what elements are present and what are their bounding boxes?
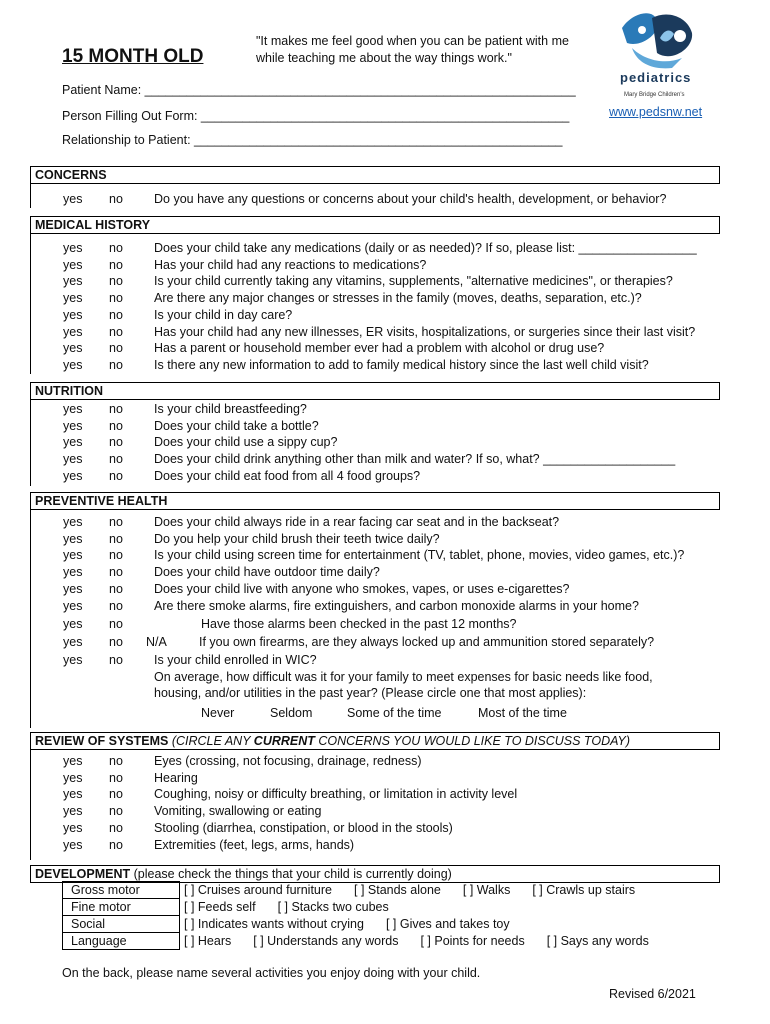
no-option[interactable]: no (109, 770, 123, 785)
development-row (63, 933, 679, 950)
no-option[interactable]: no (109, 531, 123, 546)
yes-option[interactable]: yes (63, 324, 83, 339)
question-text: Does your child live with anyone who smokes, vapes, or uses e-cigarettes? (154, 581, 570, 596)
yes-option[interactable]: yes (63, 257, 83, 272)
yes-option[interactable]: yes (63, 837, 83, 852)
yes-option[interactable]: yes (63, 598, 83, 613)
question-text: On average, how difficult was it for your family to meet expenses for basic needs like food, (154, 670, 653, 684)
no-option[interactable]: no (109, 341, 123, 356)
no-option[interactable]: no (109, 754, 123, 768)
question-text: Does your child take any medications (daily or as needed)? If so, please list: _________________ (154, 241, 697, 255)
development-row (63, 916, 679, 933)
question-text: Does your child take a bottle? (154, 418, 319, 433)
question-text: Is your child in day care? (154, 307, 293, 322)
no-option[interactable]: no (109, 291, 123, 306)
question-text: Extremities (feet, legs, arms, hands) (154, 837, 355, 852)
ros-heading-current: CURRENT (253, 734, 315, 748)
option-never[interactable]: Never (201, 706, 235, 720)
yes-option[interactable]: yes (63, 192, 83, 206)
question-text: Are there any major changes or stresses in the family (moves, deaths, separation, etc.)? (154, 291, 642, 306)
yes-option[interactable]: yes (63, 452, 83, 467)
nutrition-heading-text: NUTRITION (35, 384, 104, 398)
question-text: Hearing (154, 770, 198, 785)
back-note: On the back, please name several activities you enjoy doing with your child. (62, 966, 481, 980)
yes-option[interactable]: yes (63, 617, 83, 631)
ros-heading-bold: REVIEW OF SYSTEMS (35, 734, 169, 748)
option-most-of-the-time[interactable]: Most of the time (478, 706, 567, 720)
no-option[interactable]: no (109, 241, 123, 255)
question-text: Has a parent or household member ever had a problem with alcohol or drug use? (154, 341, 605, 356)
no-option[interactable]: no (109, 598, 123, 613)
option-seldom[interactable]: Seldom (270, 706, 313, 720)
no-option[interactable]: no (109, 192, 123, 206)
question-text: Does your child always ride in a rear facing car seat and in the backseat? (154, 515, 560, 529)
development-checkbox[interactable]: [ ] Stands alone (354, 883, 441, 897)
no-option[interactable]: no (109, 565, 123, 580)
yes-option[interactable]: yes (63, 531, 83, 546)
development-heading-bold: DEVELOPMENT (35, 867, 131, 881)
yes-option[interactable]: yes (63, 548, 83, 563)
no-option[interactable]: no (109, 402, 123, 416)
question-text: If you own firearms, are they always locked up and ammunition stored separately? (199, 635, 655, 649)
question-text: Is there any new information to add to family medical history since the last well child visit? (154, 357, 649, 372)
no-option[interactable]: no (109, 452, 123, 467)
development-table (62, 881, 678, 950)
development-checkbox[interactable]: [ ] Walks (462, 883, 511, 897)
yes-option[interactable]: yes (63, 787, 83, 802)
person-filling-field[interactable]: Person Filling Out Form: _____________________________________________________ (62, 109, 570, 123)
nutrition-heading (30, 382, 720, 400)
development-row (63, 899, 679, 916)
development-checkbox[interactable]: [ ] Indicates wants without crying (184, 917, 364, 931)
patient-name-field[interactable]: Patient Name: ______________________________________________________________ (62, 83, 576, 97)
na-option[interactable]: N/A (146, 635, 167, 649)
no-option[interactable]: no (109, 418, 123, 433)
preventive-health-heading-text: PREVENTIVE HEALTH (35, 494, 168, 508)
pediatrics-logo (612, 8, 702, 103)
yes-option[interactable]: yes (63, 241, 83, 255)
nutrition-section (30, 400, 719, 486)
development-checkbox[interactable]: [ ] Gives and takes toy (385, 917, 510, 931)
no-option[interactable]: no (109, 324, 123, 339)
header-quote: "It makes me feel good when you can be patient with me while teaching me about the way things work." (256, 34, 569, 65)
question-text: Is your child using screen time for entertainment (TV, tablet, phone, movies, video games, etc.)? (154, 548, 685, 563)
yes-option[interactable]: yes (63, 357, 83, 372)
no-option[interactable]: no (109, 307, 123, 322)
no-option[interactable]: no (109, 274, 123, 289)
development-row-items (180, 916, 679, 933)
question-text: Has your child had any new illnesses, ER visits, hospitalizations, or surgeries since their last visit? (154, 324, 696, 339)
website-link[interactable]: www.pedsnw.net (609, 105, 703, 119)
yes-option[interactable]: yes (63, 635, 83, 649)
concerns-heading-text: CONCERNS (35, 168, 107, 182)
logo-name: pediatrics (620, 70, 692, 85)
preventive-health-heading (30, 492, 720, 510)
yes-option[interactable]: yes (63, 653, 83, 667)
yes-option[interactable]: yes (63, 565, 83, 580)
question-text: Does your child use a sippy cup? (154, 435, 338, 450)
preventive-health-section (30, 510, 719, 728)
question-text: Stooling (diarrhea, constipation, or blood in the stools) (154, 820, 453, 835)
yes-option[interactable]: yes (63, 435, 83, 450)
question-text: Eyes (crossing, not focusing, drainage, redness) (154, 754, 422, 768)
medical-history-heading (30, 216, 720, 234)
question-text: Does your child eat food from all 4 food groups? (154, 468, 421, 483)
logo-subtitle: Mary Bridge Children's (624, 92, 685, 98)
development-checkbox[interactable]: [ ] Feeds self (184, 900, 256, 914)
no-option[interactable]: no (109, 435, 123, 450)
yes-option[interactable]: yes (63, 418, 83, 433)
development-row-label: Language (63, 933, 180, 950)
ros-heading-rest-1: (CIRCLE ANY (168, 734, 254, 748)
no-option[interactable]: no (109, 787, 123, 802)
question-text: Do you have any questions or concerns about your child's health, development, or behavior? (154, 192, 667, 206)
medical-history-section (30, 234, 719, 374)
concerns-heading (30, 166, 720, 184)
yes-option[interactable]: yes (63, 307, 83, 322)
development-checkbox[interactable]: [ ] Stacks two cubes (277, 900, 389, 914)
form-title: 15 MONTH OLD (62, 46, 204, 67)
development-row-items (180, 882, 679, 899)
question-text: Does your child drink anything other than milk and water? If so, what? ___________________ (154, 452, 676, 467)
question-text: Is your child enrolled in WIC? (154, 653, 317, 667)
development-checkbox[interactable]: [ ] Points for needs (420, 934, 525, 948)
option-some-of-the-time[interactable]: Some of the time (347, 706, 442, 720)
question-text: Is your child currently taking any vitamins, supplements, "alternative medicines", or therapies? (154, 274, 673, 289)
development-checkbox[interactable]: [ ] Hears (184, 934, 232, 948)
question-text: Does your child have outdoor time daily? (154, 565, 380, 580)
no-option[interactable]: no (109, 581, 123, 596)
concerns-section (30, 184, 719, 208)
review-of-systems-heading (30, 732, 720, 750)
revised-date: Revised 6/2021 (609, 987, 696, 1001)
yes-option[interactable]: yes (63, 770, 83, 785)
development-checkbox[interactable]: [ ] Crawls up stairs (532, 883, 636, 897)
medical-history-heading-text: MEDICAL HISTORY (35, 218, 151, 232)
question-text: Are there smoke alarms, fire extinguishers, and carbon monoxide alarms in your home? (154, 598, 639, 613)
no-option[interactable]: no (109, 804, 123, 819)
question-text: housing, and/or utilities in the past year? (Please circle one that most applies): (154, 686, 587, 700)
ros-heading-rest-2: CONCERNS YOU WOULD LIKE TO DISCUSS TODAY) (314, 734, 631, 748)
yes-option[interactable]: yes (63, 291, 83, 306)
development-checkbox[interactable]: [ ] Says any words (546, 934, 649, 948)
yes-option[interactable]: yes (63, 754, 83, 768)
development-row (63, 882, 679, 899)
yes-option[interactable]: yes (63, 341, 83, 356)
no-option[interactable]: no (109, 837, 123, 852)
no-option[interactable]: no (109, 820, 123, 835)
yes-option[interactable]: yes (63, 274, 83, 289)
question-text: Has your child had any reactions to medications? (154, 257, 427, 272)
no-option[interactable]: no (109, 515, 123, 529)
yes-option[interactable]: yes (63, 515, 83, 529)
question-text: Do you help your child brush their teeth twice daily? (154, 531, 440, 546)
yes-option[interactable]: yes (63, 581, 83, 596)
question-text: Coughing, noisy or difficulty breathing, or limitation in activity level (154, 787, 518, 802)
development-heading-rest: (please check the things that your child is currently doing) (130, 867, 452, 881)
development-checkbox[interactable]: [ ] Cruises around furniture (184, 883, 332, 897)
yes-option[interactable]: yes (63, 804, 83, 819)
relationship-field[interactable]: Relationship to Patient: _____________________________________________________ (62, 133, 563, 147)
no-option[interactable]: no (109, 635, 123, 649)
question-text: Is your child breastfeeding? (154, 402, 307, 416)
development-row-label: Gross motor (63, 882, 180, 899)
development-checkbox[interactable]: [ ] Understands any words (253, 934, 399, 948)
review-of-systems-section (30, 750, 719, 860)
yes-option[interactable]: yes (63, 402, 83, 416)
orca-logo-icon (612, 8, 702, 70)
no-option[interactable]: no (109, 548, 123, 563)
development-row-items (180, 899, 679, 916)
development-row-label: Social (63, 916, 180, 933)
no-option[interactable]: no (109, 468, 123, 483)
question-text: Have those alarms been checked in the past 12 months? (201, 617, 517, 631)
yes-option[interactable]: yes (63, 820, 83, 835)
development-row-items (180, 933, 679, 950)
no-option[interactable]: no (109, 617, 123, 631)
no-option[interactable]: no (109, 357, 123, 372)
no-option[interactable]: no (109, 653, 123, 667)
development-row-label: Fine motor (63, 899, 180, 916)
question-text: Vomiting, swallowing or eating (154, 804, 322, 819)
yes-option[interactable]: yes (63, 468, 83, 483)
no-option[interactable]: no (109, 257, 123, 272)
